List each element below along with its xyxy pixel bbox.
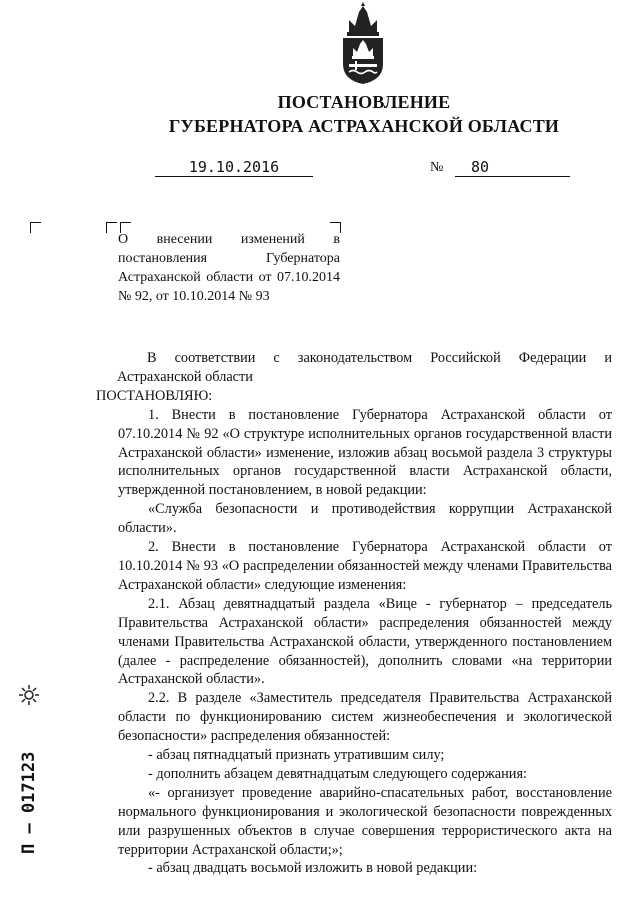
paragraph: 2.1. Абзац девятнадцатый раздела «Вице - губернатор – председатель Правительства Астраханской области» распределения обязанностей между членами Правительства Астраханской области, утвержденного постановлением (далее - распределение обязанностей), дополнить словами «на территории Астраханской области». [118,595,612,688]
paragraph: - дополнить абзацем девятнадцатым следующего содержания: [148,765,528,782]
resolution-word: ПОСТАНОВЛЯЮ: [96,387,213,404]
paragraph: В соответствии с законодательством Российской Федерации и Астраханской области [117,350,612,385]
document-title [0,90,640,138]
astrakhan-coat-of-arms-icon [335,2,391,86]
number-sign: № [430,160,444,175]
corner-mark [106,222,117,233]
paragraph: - абзац двадцать восьмой изложить в новой редакции: [148,860,478,877]
document-subject: О внесении изменений в постановления Губернатора Астраханской области от 07.10.2014 № 92, от 10.10.2014 № 93 [118,232,340,304]
document-body [96,349,612,878]
title-line-2: ГУБЕРНАТОРА АСТРАХАНСКОЙ ОБЛАСТИ [168,116,560,136]
paragraph: «Служба безопасности и противодействия коррупции Астраханской области». [118,501,612,537]
paragraph: 1. Внести в постановление Губернатора Астраханской области от 07.10.2014 № 92 «О структуре исполнительных органов государственной власти Астраханской области» изменение, изложив абзац восьмой раздела 3 структуры исполнительных органов государственной власти Астраханской области, утвержденной постановлением, в новой редакции: [118,406,612,499]
title-line-1: ПОСТАНОВЛЕНИЕ [277,92,451,112]
corner-mark [30,222,41,233]
paragraph: «- организует проведение аварийно-спасательных работ, восстановление нормального функционирования и экологической безопасности поврежденных или разрушенных объектов в случае совершения террористического акта на территории Астраханской области;»; [118,784,612,858]
serial-number: П – 017123 [19,751,39,854]
paragraph: 2.2. В разделе «Заместитель председателя Правительства Астраханской области по функционированию систем жизнеобеспечения и экологической безопасности» распределения обязанностей: [118,690,612,745]
document-date: 19.10.2016 [155,158,313,177]
paragraph: - абзац пятнадцатый признать утратившим силу; [148,747,445,764]
document-number: 80 [455,158,570,177]
serial-number-block [14,684,44,854]
coat-of-arms [335,2,391,86]
paragraph: 2. Внести в постановление Губернатора Астраханской области от 10.10.2014 № 93 «О распределении обязанностей между членами Правительства Астраханской области» следующие изменения: [118,539,612,593]
